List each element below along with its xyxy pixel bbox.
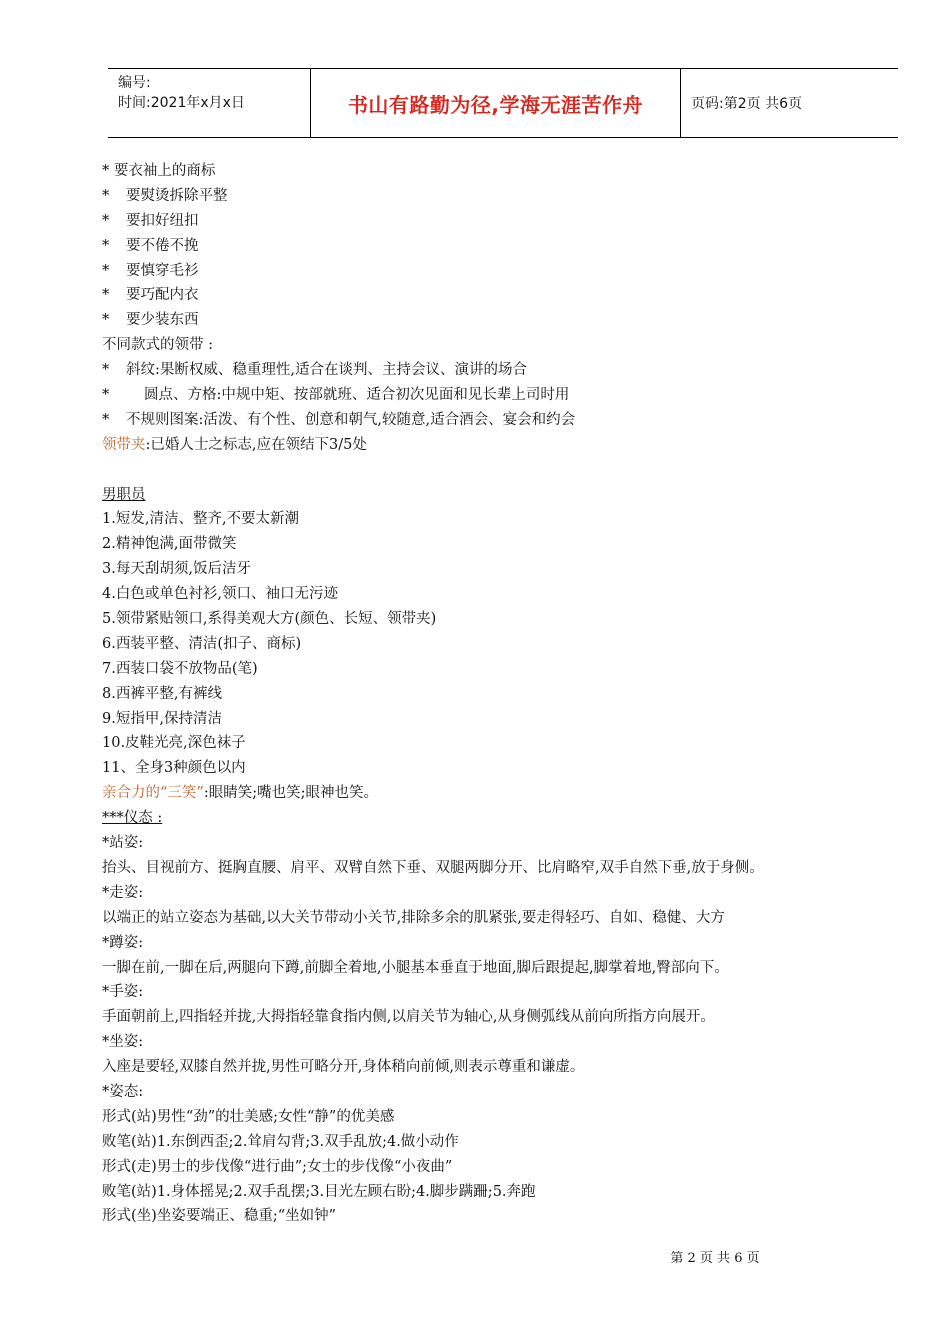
paragraph: 以端正的站立姿态为基础,以大关节带动小关节,排除多余的肌紧张,要走得轻巧、自如、稳健、大方 [102,909,725,926]
paragraph: 形式(站)男性“劲”的壮美感;女性“静”的优美感 [102,1108,395,1125]
list-item: 11、全身3种颜色以内 [102,760,246,777]
header-meta [108,69,311,137]
header-motto [311,69,681,137]
list-item [102,209,902,234]
list-item-text: 要不倦不挽 [126,237,199,254]
highlight-term: 亲合力的“三笑” [102,785,204,802]
section-heading: 男职员 [102,486,146,503]
bullet: * [102,312,110,329]
list-item: 4.白色或单色衬衫,领口、袖口无污迹 [102,586,338,603]
list-item-text: 不规则图案:活泼、有个性、创意和朝气,较随意,适合酒会、宴会和约会 [126,411,576,428]
list-item [102,408,902,433]
highlight-term: 领带夹 [102,436,146,453]
paragraph: 形式(走)男士的步伐像“进行曲”;女士的步伐像“小夜曲” [102,1158,453,1175]
three-smiles-note [102,781,902,806]
document-body [102,159,902,1229]
paragraph: 形式(坐)坐姿要端正、稳重;“坐如钟” [102,1208,337,1225]
list-item-text: 要少装东西 [126,312,199,329]
paragraph: 入座是要轻,双膝自然并拢,男性可略分开,身体稍向前倾,则表示尊重和谦虚。 [102,1059,585,1076]
bullet: * [102,212,110,229]
list-item [102,184,902,209]
note-text: :已婚人士之标志,应在领结下3/5处 [145,436,367,453]
list-item-text: 要扣好纽扣 [126,212,199,229]
tie-clip-note [102,433,902,458]
page-header [108,68,898,138]
bullet: * [102,187,110,204]
paragraph: 一脚在前,一脚在后,两腿向下蹲,前脚全着地,小腿基本垂直于地面,脚后跟提起,脚掌着地,臀部向下。 [102,959,729,976]
paragraph: 败笔(站)1.身体摇晃;2.双手乱摆;3.目光左顾右盼;4.脚步蹒跚;5.奔跑 [102,1183,536,1200]
bullet: * [102,362,110,379]
list-item: 1.短发,清洁、整齐,不要太新潮 [102,511,300,528]
list-item: 3.每天刮胡须,饭后洁牙 [102,561,251,578]
subheading: *姿态: [102,1083,144,1100]
paragraph: 抬头、目视前方、挺胸直腰、肩平、双臂自然下垂、双腿两脚分开、比肩略窄,双手自然下垂,放于身侧。 [102,859,764,876]
list-item [102,283,902,308]
page-footer [0,1247,950,1266]
list-item-text: 要熨烫拆除平整 [126,187,228,204]
subheading: *走姿: [102,884,144,901]
list-item: 6.西装平整、清洁(扣子、商标) [102,635,302,652]
section-heading: 不同款式的领带 : [102,337,213,354]
list-item [102,234,902,259]
subheading: *坐姿: [102,1034,144,1051]
note-text: :眼睛笑;嘴也笑;眼神也笑。 [203,785,378,802]
bullet: * [102,287,110,304]
spacer [102,458,902,483]
list-item-text: 圆点、方格:中规中矩、按部就班、适合初次见面和见长辈上司时用 [144,387,570,404]
subheading: *手姿: [102,984,144,1001]
bullet: * [102,387,110,404]
time-label: 时间:2021年x月x日 [118,95,245,111]
subheading: *蹲姿: [102,934,144,951]
section-heading: ***仪态 : [102,810,163,827]
list-item-text: 要慎穿毛衫 [126,262,199,279]
list-item [102,308,902,333]
list-item [102,259,902,284]
paragraph: 败笔(站)1.东倒西歪;2.耸肩勾背;3.双手乱放;4.做小动作 [102,1133,459,1150]
paragraph: 手面朝前上,四指轻并拢,大拇指轻靠食指内侧,以肩关节为轴心,从身侧弧线从前向所指方向展开。 [102,1009,715,1026]
subheading: *站姿: [102,835,144,852]
list-item [102,383,902,408]
motto-text: 书山有路勤为径,学海无涯苦作舟 [347,92,644,117]
list-item-text: 要衣袖上的商标 [113,163,216,179]
list-item-text: 斜纹:果断权威、稳重理性,适合在谈判、主持会议、演讲的场合 [126,362,527,379]
list-item: 2.精神饱满,面带微笑 [102,536,237,553]
list-item: 8.西裤平整,有裤线 [102,685,222,702]
list-item [102,159,902,184]
number-label: 编号: [118,75,151,91]
list-item: 10.皮鞋光亮,深色袜子 [102,735,246,752]
list-item [102,358,902,383]
bullet: * [102,237,110,254]
list-item: 7.西装口袋不放物品(笔) [102,660,258,677]
list-item: 9.短指甲,保持清洁 [102,710,222,727]
bullet: * [102,262,110,279]
list-item: 5.领带紧贴领口,系得美观大方(颜色、长短、领带夹) [102,611,437,628]
header-page-info: 页码:第2页 共6页 [691,96,802,112]
bullet: * [102,163,110,179]
bullet: * [102,411,110,428]
list-item-text: 要巧配内衣 [126,287,199,304]
footer-page-number: 第 2 页 共 6 页 [670,1251,760,1266]
